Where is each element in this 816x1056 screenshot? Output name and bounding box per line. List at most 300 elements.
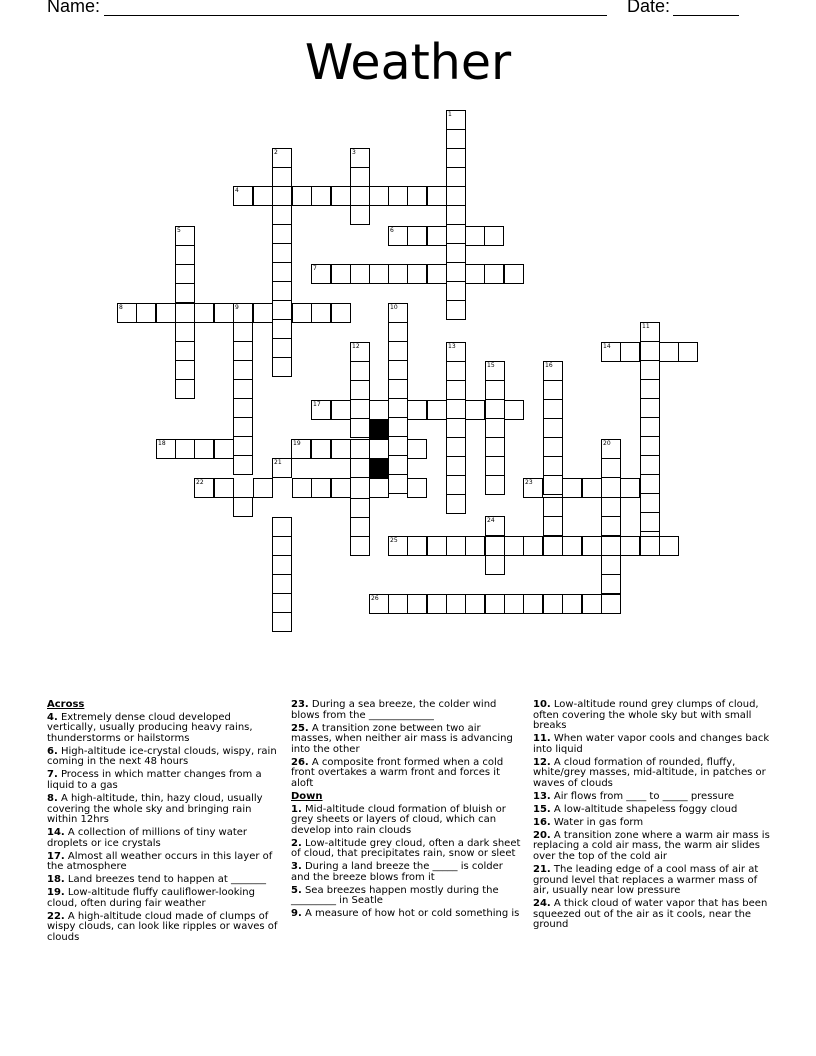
grid-cell[interactable] bbox=[272, 300, 292, 320]
grid-cell[interactable] bbox=[465, 264, 485, 284]
clues-column-1 bbox=[47, 700, 279, 946]
grid-cell[interactable] bbox=[601, 497, 621, 517]
clue-number: 9 bbox=[235, 304, 239, 311]
clue-number: 18 bbox=[158, 440, 166, 447]
grid-cell[interactable] bbox=[640, 398, 660, 418]
grid-cell[interactable] bbox=[311, 303, 331, 323]
grid-cell[interactable] bbox=[136, 303, 156, 323]
grid-cell[interactable] bbox=[292, 186, 312, 206]
grid-cell[interactable] bbox=[272, 612, 292, 632]
grid-cell[interactable] bbox=[407, 439, 427, 459]
grid-cell[interactable] bbox=[601, 516, 621, 536]
grid-cell[interactable] bbox=[485, 361, 505, 381]
clue-item: 18. Land breezes tend to happen at _______ bbox=[47, 874, 267, 886]
clue-number-label: 7. bbox=[47, 769, 58, 781]
grid-cell[interactable] bbox=[350, 380, 370, 400]
clue-number-label: 9. bbox=[291, 908, 302, 920]
grid-cell[interactable] bbox=[446, 437, 466, 457]
grid-cell[interactable] bbox=[272, 357, 292, 377]
grid-cell[interactable] bbox=[214, 439, 234, 459]
grid-cell[interactable] bbox=[407, 226, 427, 246]
clue-number-label: 16. bbox=[533, 816, 551, 828]
grid-cell[interactable] bbox=[601, 555, 621, 575]
grid-cell[interactable] bbox=[350, 439, 370, 459]
grid-cell[interactable] bbox=[446, 594, 466, 614]
clue-item: 20. A transition zone where a warm air mass is replacing a cold air mass, the warm air slides over the top of the cold air bbox=[533, 829, 770, 863]
clue-number-label: 13. bbox=[533, 790, 551, 802]
grid-cell[interactable] bbox=[543, 418, 563, 438]
clue-number: 5 bbox=[177, 227, 181, 234]
clue-number: 19 bbox=[293, 440, 301, 447]
grid-cell[interactable] bbox=[388, 264, 408, 284]
grid-cell[interactable] bbox=[369, 594, 389, 614]
grid-cell[interactable] bbox=[446, 281, 466, 301]
clues-column-2 bbox=[291, 700, 523, 922]
clue-item: 26. A composite front formed when a cold front overtakes a warm front and forces it aloft bbox=[291, 756, 504, 789]
clue-number: 1 bbox=[448, 111, 452, 118]
grid-cell[interactable] bbox=[388, 341, 408, 361]
grid-cell[interactable] bbox=[253, 186, 273, 206]
grid-cell[interactable] bbox=[350, 342, 370, 362]
grid-cell[interactable] bbox=[640, 417, 660, 437]
grid-cell[interactable] bbox=[543, 497, 563, 517]
grid-cell[interactable] bbox=[485, 399, 505, 419]
clue-section-heading: Across bbox=[47, 699, 85, 710]
clue-item: 15. A low-altitude shapeless foggy cloud bbox=[533, 803, 738, 815]
grid-cell[interactable] bbox=[427, 594, 447, 614]
grid-cell[interactable] bbox=[446, 300, 466, 320]
grid-cell[interactable] bbox=[601, 458, 621, 478]
grid-cell[interactable] bbox=[369, 264, 389, 284]
clue-number: 7 bbox=[313, 265, 317, 272]
grid-cell[interactable] bbox=[369, 400, 389, 420]
grid-cell[interactable] bbox=[272, 536, 292, 556]
clue-number-label: 11. bbox=[533, 733, 551, 745]
clue-number: 14 bbox=[603, 343, 611, 350]
grid-cell[interactable] bbox=[350, 418, 370, 438]
grid-cell[interactable] bbox=[292, 478, 312, 498]
grid-cell[interactable] bbox=[446, 342, 466, 362]
grid-cell[interactable] bbox=[117, 303, 137, 323]
grid-cell[interactable] bbox=[407, 400, 427, 420]
grid-cell[interactable] bbox=[388, 360, 408, 380]
grid-cell[interactable] bbox=[504, 594, 524, 614]
grid-cell[interactable] bbox=[311, 186, 331, 206]
grid-cell[interactable] bbox=[640, 512, 660, 532]
grid-cell[interactable] bbox=[292, 303, 312, 323]
grid-cell[interactable] bbox=[350, 205, 370, 225]
clue-number: 24 bbox=[487, 517, 495, 524]
grid-cell[interactable] bbox=[331, 264, 351, 284]
clue-number-label: 3. bbox=[291, 861, 302, 873]
grid-cell[interactable] bbox=[523, 478, 543, 498]
clue-number-label: 5. bbox=[291, 884, 302, 896]
grid-cell[interactable] bbox=[388, 474, 408, 494]
grid-cell[interactable] bbox=[233, 436, 253, 456]
grid-cell[interactable] bbox=[446, 167, 466, 187]
clue-number: 6 bbox=[390, 227, 394, 234]
clue-number: 3 bbox=[352, 149, 356, 156]
grid-cell[interactable] bbox=[484, 226, 504, 246]
grid-cell[interactable] bbox=[272, 167, 292, 187]
grid-cell[interactable] bbox=[291, 439, 311, 459]
grid-cell[interactable] bbox=[388, 226, 408, 246]
grid-cell[interactable] bbox=[233, 417, 253, 437]
grid-cell[interactable] bbox=[485, 380, 505, 400]
grid-cell[interactable] bbox=[175, 379, 195, 399]
grid-cell[interactable] bbox=[311, 439, 331, 459]
grid-cell[interactable] bbox=[272, 574, 292, 594]
clue-item: 21. The leading edge of a cool mass of air at ground level that replaces a warmer mass of air, usually near low pressure bbox=[533, 864, 759, 897]
grid-cell[interactable] bbox=[233, 186, 253, 206]
clue-number-label: 19. bbox=[47, 887, 65, 899]
grid-cell[interactable] bbox=[465, 226, 485, 246]
grid-cell[interactable] bbox=[543, 516, 563, 536]
grid-cell[interactable] bbox=[331, 439, 351, 459]
grid-block-cell bbox=[369, 420, 389, 440]
clue-number: 25 bbox=[390, 537, 398, 544]
grid-cell[interactable] bbox=[272, 243, 292, 263]
grid-cell[interactable] bbox=[640, 341, 660, 361]
clue-number-label: 6. bbox=[47, 745, 58, 757]
grid-cell[interactable] bbox=[388, 417, 408, 437]
grid-cell[interactable] bbox=[175, 283, 195, 303]
grid-cell[interactable] bbox=[427, 400, 447, 420]
grid-cell[interactable] bbox=[194, 303, 214, 323]
grid-cell[interactable] bbox=[331, 478, 351, 498]
grid-cell[interactable] bbox=[311, 264, 331, 284]
grid-cell[interactable] bbox=[214, 478, 234, 498]
grid-cell[interactable] bbox=[485, 475, 505, 495]
clue-number: 22 bbox=[196, 479, 204, 486]
clue-item: 4. Extremely dense cloud developed vertically, usually producing heavy rains, thunderstorms or hailstorms bbox=[47, 711, 253, 744]
grid-cell[interactable] bbox=[350, 361, 370, 381]
grid-cell[interactable] bbox=[582, 594, 602, 614]
grid-cell[interactable] bbox=[272, 517, 292, 537]
clue-number: 8 bbox=[119, 304, 123, 311]
grid-cell[interactable] bbox=[601, 574, 621, 594]
grid-cell[interactable] bbox=[446, 224, 466, 244]
grid-cell[interactable] bbox=[582, 478, 602, 498]
grid-cell[interactable] bbox=[446, 380, 466, 400]
grid-cell[interactable] bbox=[350, 167, 370, 187]
grid-cell[interactable] bbox=[640, 455, 660, 475]
grid-cell[interactable] bbox=[407, 186, 427, 206]
grid-cell[interactable] bbox=[350, 498, 370, 518]
grid-cell[interactable] bbox=[659, 536, 679, 556]
grid-cell[interactable] bbox=[369, 439, 389, 459]
grid-cell[interactable] bbox=[601, 342, 621, 362]
grid-cell[interactable] bbox=[640, 493, 660, 513]
clue-number: 11 bbox=[642, 323, 650, 330]
grid-cell[interactable] bbox=[233, 360, 253, 380]
grid-cell[interactable] bbox=[233, 497, 253, 517]
grid-cell[interactable] bbox=[272, 555, 292, 575]
grid-cell[interactable] bbox=[446, 205, 466, 225]
grid-cell[interactable] bbox=[640, 474, 660, 494]
grid-cell[interactable] bbox=[272, 458, 292, 478]
grid-cell[interactable] bbox=[233, 379, 253, 399]
grid-cell[interactable] bbox=[485, 418, 505, 438]
clue-number-label: 21. bbox=[533, 864, 551, 876]
grid-cell[interactable] bbox=[640, 360, 660, 380]
clue-number-label: 18. bbox=[47, 874, 65, 886]
grid-cell[interactable] bbox=[562, 478, 582, 498]
grid-cell[interactable] bbox=[446, 399, 466, 419]
grid-cell[interactable] bbox=[175, 360, 195, 380]
grid-cell[interactable] bbox=[272, 262, 292, 282]
clue-item: 17. Almost all weather occurs in this layer of the atmosphere bbox=[47, 850, 273, 873]
grid-cell[interactable] bbox=[194, 478, 214, 498]
clue-item: 13. Air flows from ____ to _____ pressure bbox=[533, 790, 735, 802]
grid-cell[interactable] bbox=[446, 494, 466, 514]
grid-cell[interactable] bbox=[485, 594, 505, 614]
grid-cell[interactable] bbox=[543, 475, 563, 495]
grid-cell[interactable] bbox=[504, 264, 524, 284]
clue-number-label: 24. bbox=[533, 898, 551, 910]
grid-cell[interactable] bbox=[620, 536, 640, 556]
date-field[interactable] bbox=[673, 15, 739, 16]
grid-cell[interactable] bbox=[485, 456, 505, 476]
clue-number-label: 26. bbox=[291, 756, 309, 768]
grid-cell[interactable] bbox=[388, 594, 408, 614]
date-label: Date: bbox=[627, 0, 671, 16]
clue-item: 5. Sea breezes happen mostly during the _________ in Seatle bbox=[291, 884, 499, 907]
grid-cell[interactable] bbox=[543, 536, 563, 556]
grid-block-cell bbox=[369, 459, 389, 479]
grid-cell[interactable] bbox=[311, 400, 331, 420]
grid-cell[interactable] bbox=[214, 303, 234, 323]
name-label: Name: bbox=[47, 0, 101, 16]
grid-cell[interactable] bbox=[640, 436, 660, 456]
clue-number: 12 bbox=[352, 343, 360, 350]
grid-cell[interactable] bbox=[253, 303, 273, 323]
grid-cell[interactable] bbox=[311, 478, 331, 498]
page-title: Weather bbox=[304, 34, 512, 91]
grid-cell[interactable] bbox=[543, 380, 563, 400]
clue-number-label: 8. bbox=[47, 792, 58, 804]
grid-cell[interactable] bbox=[331, 303, 351, 323]
grid-cell[interactable] bbox=[446, 186, 466, 206]
clue-number-label: 1. bbox=[291, 803, 302, 815]
grid-cell[interactable] bbox=[504, 536, 524, 556]
grid-cell[interactable] bbox=[350, 536, 370, 556]
grid-cell[interactable] bbox=[620, 478, 640, 498]
grid-cell[interactable] bbox=[388, 186, 408, 206]
grid-cell[interactable] bbox=[388, 322, 408, 342]
grid-cell[interactable] bbox=[446, 110, 466, 130]
grid-cell[interactable] bbox=[388, 303, 408, 323]
clue-item: 24. A thick cloud of water vapor that has been squeezed out of the air as it cools, near the ground bbox=[533, 898, 768, 931]
grid-cell[interactable] bbox=[601, 594, 621, 614]
clue-item: 2. Low-altitude grey cloud, often a dark sheet of cloud, that precipitates rain, snow or sleet bbox=[291, 837, 521, 860]
clue-number-label: 17. bbox=[47, 850, 65, 862]
grid-cell[interactable] bbox=[543, 456, 563, 476]
clue-item: 23. During a sea breeze, the colder wind blows from the _____________ bbox=[291, 699, 497, 721]
grid-cell[interactable] bbox=[407, 264, 427, 284]
clue-number-label: 14. bbox=[47, 827, 65, 839]
grid-cell[interactable] bbox=[465, 594, 485, 614]
grid-cell[interactable] bbox=[331, 400, 351, 420]
grid-cell[interactable] bbox=[388, 455, 408, 475]
clue-item: 9. A measure of how hot or cold something is bbox=[291, 908, 520, 920]
grid-cell[interactable] bbox=[388, 536, 408, 556]
clue-number: 26 bbox=[371, 595, 379, 602]
grid-cell[interactable] bbox=[272, 281, 292, 301]
grid-cell[interactable] bbox=[233, 455, 253, 475]
grid-cell[interactable] bbox=[543, 594, 563, 614]
grid-cell[interactable] bbox=[175, 226, 195, 246]
clue-item: 6. High-altitude ice-crystal clouds, wispy, rain coming in the next 48 hours bbox=[47, 745, 277, 768]
grid-cell[interactable] bbox=[427, 264, 447, 284]
grid-cell[interactable] bbox=[272, 338, 292, 358]
grid-cell[interactable] bbox=[620, 342, 640, 362]
clue-item: 1. Mid-altitude cloud formation of bluish or grey sheets or layers of cloud, which can develop into rain clouds bbox=[291, 803, 506, 836]
clue-number-label: 22. bbox=[47, 910, 65, 922]
grid-cell[interactable] bbox=[272, 148, 292, 168]
name-field[interactable] bbox=[104, 15, 607, 16]
grid-cell[interactable] bbox=[485, 437, 505, 457]
clues-column-3 bbox=[533, 700, 773, 933]
clue-number-label: 4. bbox=[47, 711, 58, 723]
grid-cell[interactable] bbox=[562, 594, 582, 614]
grid-cell[interactable] bbox=[446, 418, 466, 438]
clue-number-label: 20. bbox=[533, 829, 551, 841]
grid-cell[interactable] bbox=[562, 536, 582, 556]
clue-number: 23 bbox=[525, 479, 533, 486]
grid-cell[interactable] bbox=[175, 264, 195, 284]
grid-cell[interactable] bbox=[272, 186, 292, 206]
grid-cell[interactable] bbox=[543, 399, 563, 419]
clue-number: 2 bbox=[274, 149, 278, 156]
grid-cell[interactable] bbox=[233, 341, 253, 361]
grid-cell[interactable] bbox=[640, 322, 660, 342]
grid-cell[interactable] bbox=[485, 516, 505, 536]
worksheet-header bbox=[47, 0, 740, 20]
clue-item: 10. Low-altitude round grey clumps of cloud, often covering the whole sky but with small breaks bbox=[533, 699, 759, 732]
grid-cell[interactable] bbox=[272, 593, 292, 613]
grid-cell[interactable] bbox=[175, 245, 195, 265]
grid-cell[interactable] bbox=[678, 342, 698, 362]
grid-cell[interactable] bbox=[427, 226, 447, 246]
grid-cell[interactable] bbox=[601, 536, 621, 556]
clue-number: 10 bbox=[390, 304, 398, 311]
grid-cell[interactable] bbox=[484, 264, 504, 284]
grid-cell[interactable] bbox=[465, 400, 485, 420]
grid-cell[interactable] bbox=[272, 319, 292, 339]
grid-cell[interactable] bbox=[175, 322, 195, 342]
clue-section-heading: Down bbox=[291, 790, 323, 802]
clue-number-label: 15. bbox=[533, 803, 551, 815]
grid-cell[interactable] bbox=[446, 456, 466, 476]
clue-item: 3. During a land breeze the _____ is colder and the breeze blows from it bbox=[291, 861, 503, 883]
clue-item: 14. A collection of millions of tiny water droplets or ice crystals bbox=[47, 827, 248, 849]
clue-number: 17 bbox=[313, 401, 321, 408]
grid-cell[interactable] bbox=[175, 341, 195, 361]
clue-number-label: 2. bbox=[291, 837, 302, 849]
grid-cell[interactable] bbox=[601, 439, 621, 459]
grid-cell[interactable] bbox=[272, 224, 292, 244]
grid-cell[interactable] bbox=[175, 439, 195, 459]
grid-cell[interactable] bbox=[523, 594, 543, 614]
grid-cell[interactable] bbox=[427, 186, 447, 206]
clue-number-label: 12. bbox=[533, 756, 551, 768]
grid-cell[interactable] bbox=[446, 129, 466, 149]
grid-cell[interactable] bbox=[407, 594, 427, 614]
clue-number: 21 bbox=[274, 459, 282, 466]
grid-cell[interactable] bbox=[465, 536, 485, 556]
grid-cell[interactable] bbox=[272, 205, 292, 225]
grid-cell[interactable] bbox=[233, 322, 253, 342]
grid-cell[interactable] bbox=[485, 555, 505, 575]
grid-cell[interactable] bbox=[350, 399, 370, 419]
grid-cell[interactable] bbox=[659, 342, 679, 362]
grid-cell[interactable] bbox=[523, 536, 543, 556]
grid-cell[interactable] bbox=[446, 475, 466, 495]
grid-cell[interactable] bbox=[331, 186, 351, 206]
grid-cell[interactable] bbox=[640, 536, 660, 556]
grid-cell[interactable] bbox=[388, 436, 408, 456]
grid-cell[interactable] bbox=[350, 148, 370, 168]
clue-number: 13 bbox=[448, 343, 456, 350]
clue-number-label: 25. bbox=[291, 722, 309, 734]
grid-cell[interactable] bbox=[446, 243, 466, 263]
grid-cell[interactable] bbox=[427, 536, 447, 556]
grid-cell[interactable] bbox=[640, 379, 660, 399]
grid-cell[interactable] bbox=[485, 536, 505, 556]
clue-number: 15 bbox=[487, 362, 495, 369]
clue-item: 16. Water in gas form bbox=[533, 816, 644, 828]
clue-item: 22. A high-altitude cloud made of clumps of wispy clouds, can look like ripples or waves of clouds bbox=[47, 910, 278, 943]
grid-cell[interactable] bbox=[543, 437, 563, 457]
grid-cell[interactable] bbox=[369, 186, 389, 206]
grid-cell[interactable] bbox=[582, 536, 602, 556]
clue-item: 12. A cloud formation of rounded, fluffy, white/grey masses, mid-altitude, in patches or waves of clouds bbox=[533, 756, 766, 789]
clue-item: 19. Low-altitude fluffy cauliflower-looking cloud, often during fair weather bbox=[47, 887, 255, 909]
grid-cell[interactable] bbox=[175, 303, 195, 323]
grid-cell[interactable] bbox=[446, 262, 466, 282]
grid-cell[interactable] bbox=[156, 439, 176, 459]
grid-cell[interactable] bbox=[543, 361, 563, 381]
grid-cell[interactable] bbox=[350, 186, 370, 206]
clue-item: 7. Process in which matter changes from a liquid to a gas bbox=[47, 769, 262, 791]
grid-cell[interactable] bbox=[369, 478, 389, 498]
clue-number: 16 bbox=[545, 362, 553, 369]
grid-cell[interactable] bbox=[156, 303, 176, 323]
grid-cell[interactable] bbox=[350, 264, 370, 284]
grid-cell[interactable] bbox=[350, 517, 370, 537]
grid-cell[interactable] bbox=[407, 478, 427, 498]
grid-cell[interactable] bbox=[253, 478, 273, 498]
grid-cell[interactable] bbox=[194, 439, 214, 459]
grid-cell[interactable] bbox=[446, 148, 466, 168]
clue-item: 11. When water vapor cools and changes back into liquid bbox=[533, 733, 770, 755]
grid-cell[interactable] bbox=[504, 400, 524, 420]
grid-cell[interactable] bbox=[446, 536, 466, 556]
grid-cell[interactable] bbox=[233, 303, 253, 323]
clue-number: 4 bbox=[235, 187, 239, 194]
grid-cell[interactable] bbox=[446, 361, 466, 381]
clue-number: 20 bbox=[603, 440, 611, 447]
clue-item: 25. A transition zone between two air masses, when neither air mass is advancing into the other bbox=[291, 722, 513, 755]
grid-cell[interactable] bbox=[233, 398, 253, 418]
grid-cell[interactable] bbox=[350, 458, 370, 478]
clue-number-label: 23. bbox=[291, 699, 309, 710]
grid-cell[interactable] bbox=[388, 379, 408, 399]
grid-cell[interactable] bbox=[388, 398, 408, 418]
clue-item: 8. A high-altitude, thin, hazy cloud, usually covering the whole sky and bringing rain within 12hrs bbox=[47, 792, 263, 826]
grid-cell[interactable] bbox=[407, 536, 427, 556]
